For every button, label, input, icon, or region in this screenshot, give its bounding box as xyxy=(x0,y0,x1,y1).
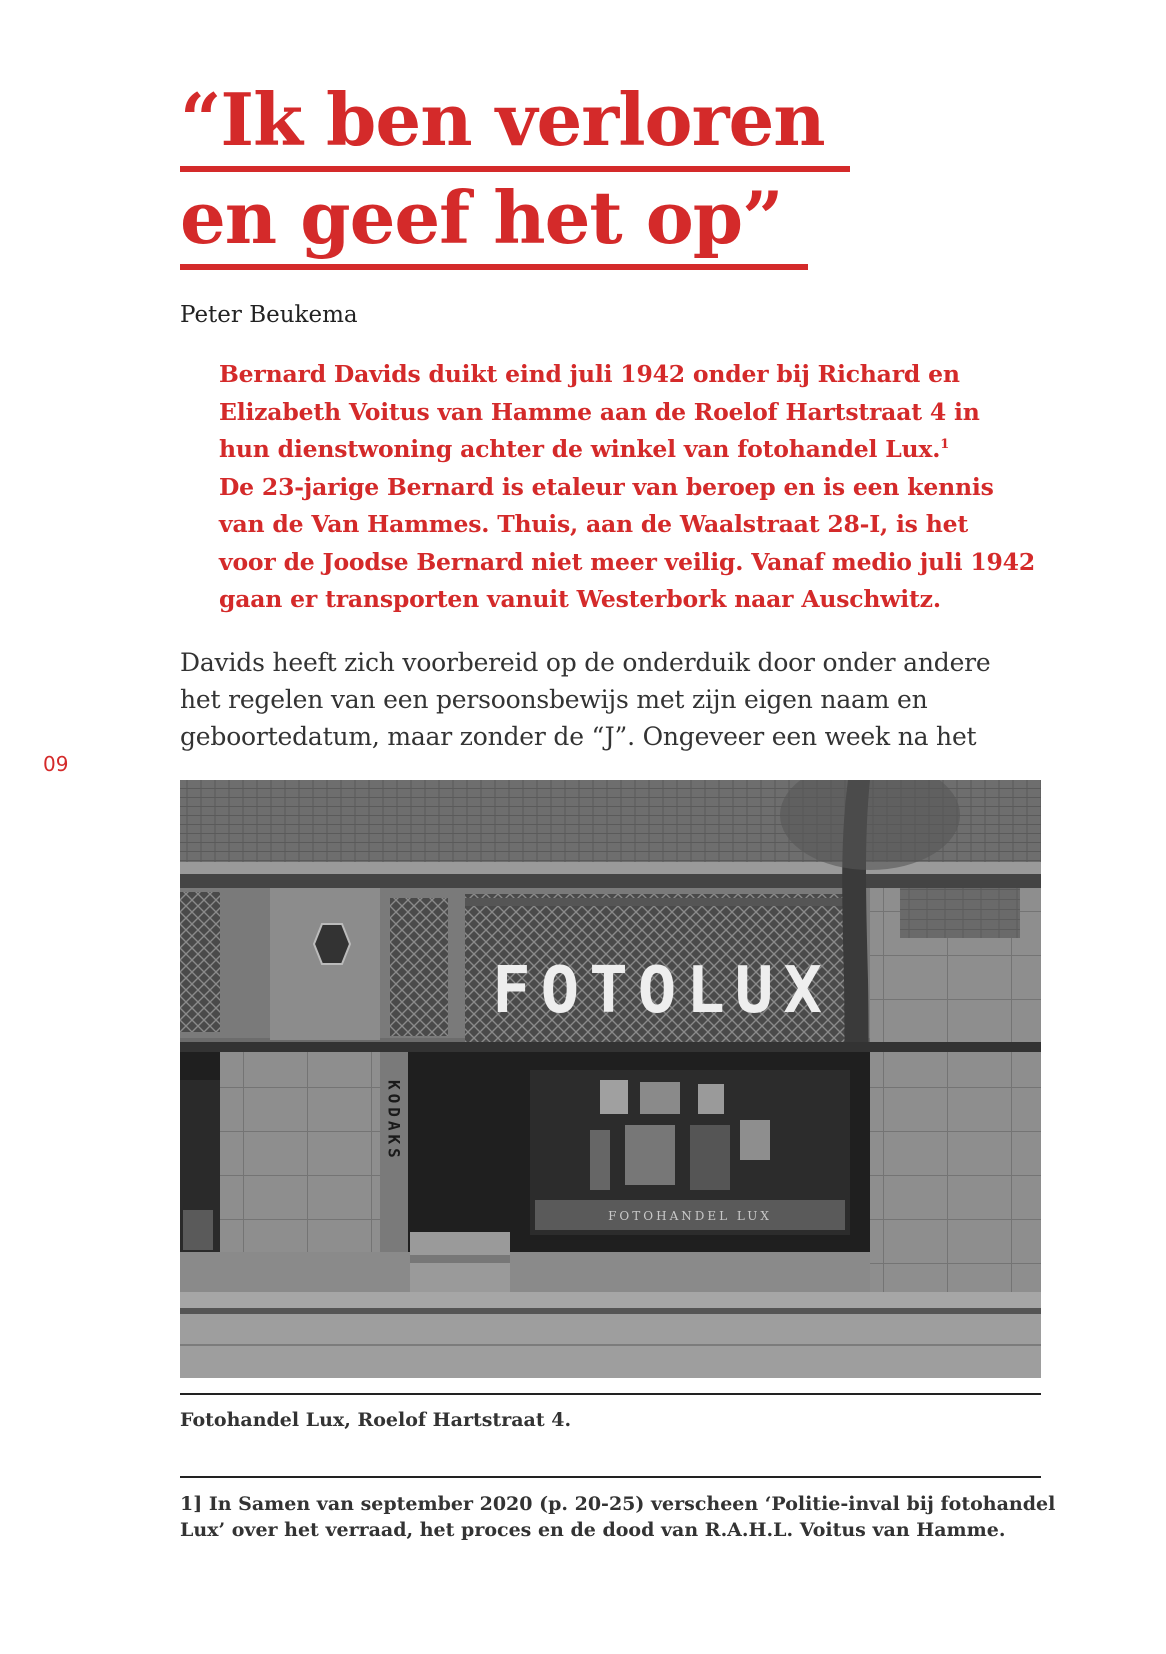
title-underline xyxy=(180,166,850,172)
photo-caption: Fotohandel Lux, Roelof Hartstraat 4. xyxy=(180,1409,572,1431)
title-underline xyxy=(180,264,808,270)
footnote-line: 1] In Samen van september 2020 (p. 20-25) verscheen ‘Politie-inval bij fotohandel xyxy=(180,1493,1056,1515)
lead-line xyxy=(219,431,1099,469)
lead-paragraph xyxy=(219,356,1099,619)
body-line: geboortedatum, maar zonder de “J”. Ongeveer een week na het xyxy=(180,722,977,751)
body-line: Davids heeft zich voorbereid op de onderduik door onder andere xyxy=(180,648,991,677)
footnote-divider xyxy=(180,1476,1041,1478)
body-paragraph xyxy=(180,644,1060,755)
column-text: KODAKS xyxy=(384,1080,404,1162)
shop-photo xyxy=(180,780,1041,1378)
title-line-2: en geef het op” xyxy=(180,175,783,260)
lead-line: van de Van Hammes. Thuis, aan de Waalstraat 28-I, is het xyxy=(219,510,968,538)
lead-line: gaan er transporten vanuit Westerbork naar Auschwitz. xyxy=(219,585,941,613)
body-line: het regelen van een persoonsbewijs met zijn eigen naam en xyxy=(180,685,928,714)
footnote xyxy=(180,1491,1056,1543)
title-line-1: “Ik ben verloren xyxy=(180,77,825,162)
page-number: 09 xyxy=(43,752,69,776)
sign-text: FOTOLUX xyxy=(492,954,832,1028)
lead-line: Elizabeth Voitus van Hamme aan de Roelof Hartstraat 4 in xyxy=(219,397,980,426)
lead-line-text: hun dienstwoning achter de winkel van fotohandel Lux. xyxy=(219,435,941,463)
caption-divider xyxy=(180,1393,1041,1395)
footnote-line: Lux’ over het verraad, het proces en de dood van R.A.H.L. Voitus van Hamme. xyxy=(180,1519,1006,1541)
lead-line: voor de Joodse Bernard niet meer veilig. Vanaf medio juli 1942 xyxy=(219,547,1035,576)
footnote-reference[interactable]: 1 xyxy=(940,437,950,453)
author-name: Peter Beukema xyxy=(180,302,358,328)
lead-line: De 23-jarige Bernard is etaleur van beroep en is een kennis xyxy=(219,472,994,501)
window-text: FOTOHANDEL LUX xyxy=(608,1209,772,1223)
lead-line: Bernard Davids duikt eind juli 1942 onder bij Richard en xyxy=(219,360,960,388)
